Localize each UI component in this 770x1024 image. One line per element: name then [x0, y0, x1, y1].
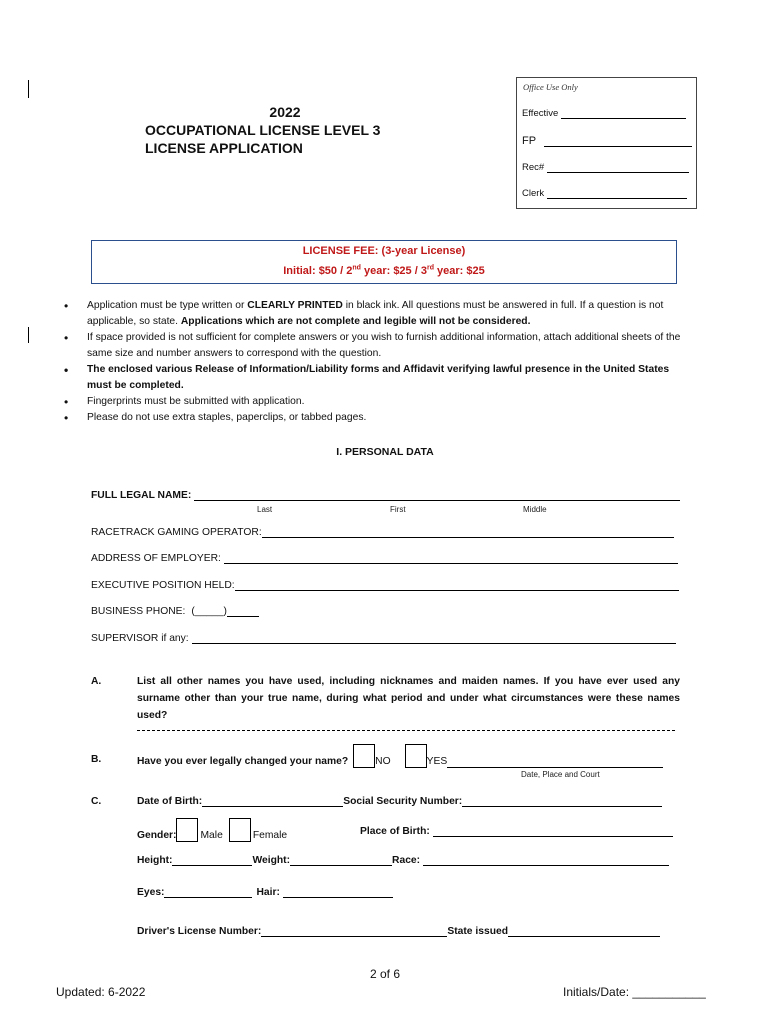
gender-row [137, 818, 287, 842]
female-checkbox[interactable] [229, 818, 251, 842]
dob-label: Date of Birth: [137, 796, 203, 807]
question-a-letter: A. [91, 676, 102, 687]
full-name-row [91, 489, 680, 501]
executive-field[interactable] [235, 579, 679, 591]
title-line-1: OCCUPATIONAL LICENSE LEVEL 3 [145, 122, 381, 138]
executive-label: EXECUTIVE POSITION HELD: [91, 580, 235, 591]
gender-label: Gender: [137, 830, 177, 841]
instruction-item: • Please do not use extra staples, paperclips, or tabbed pages. [64, 410, 694, 426]
executive-row [91, 579, 679, 591]
effective-label: Effective [522, 108, 559, 119]
supervisor-label: SUPERVISOR if any: [91, 633, 189, 644]
phone-field[interactable] [227, 605, 259, 617]
clerk-field[interactable] [547, 189, 687, 199]
instruction-item: • Fingerprints must be submitted with application. [64, 394, 694, 410]
racetrack-field[interactable] [262, 526, 674, 538]
office-use-box [516, 77, 697, 209]
pob-row [360, 825, 673, 837]
female-label: Female [252, 830, 288, 841]
dl-field[interactable] [261, 925, 447, 937]
dob-ssn-row [137, 795, 662, 807]
instruction-item: • Application must be type written or CLEARLY PRINTED in black ink. All questions must be answered in full. If a question is not applicable, so state. Applications which are not complete and legible will not be considered. [64, 298, 694, 330]
hair-field[interactable] [283, 886, 393, 898]
male-checkbox[interactable] [176, 818, 198, 842]
weight-label: Weight: [252, 855, 291, 866]
fee-heading: LICENSE FEE: (3-year License) [302, 245, 466, 257]
fp-field[interactable] [544, 137, 692, 147]
initials-date: Initials/Date: ___________ [563, 985, 706, 999]
effective-row [522, 108, 686, 119]
race-field[interactable] [423, 854, 669, 866]
question-c-letter: C. [91, 796, 102, 807]
rec-row [522, 162, 689, 173]
state-label: State issued [447, 926, 509, 937]
eyes-label: Eyes: [137, 887, 165, 898]
phone-row [91, 605, 259, 617]
question-b-text: Have you ever legally changed your name? [137, 756, 349, 767]
state-field[interactable] [508, 925, 660, 937]
instructions-list [64, 298, 694, 426]
height-field[interactable] [172, 854, 252, 866]
height-weight-race-row [137, 854, 669, 866]
rec-label: Rec# [522, 162, 545, 173]
fp-label: FP [522, 135, 537, 147]
eyes-hair-row [137, 886, 393, 898]
question-b-letter: B. [91, 754, 102, 765]
name-change-details-field[interactable] [447, 756, 663, 768]
dob-field[interactable] [202, 795, 343, 807]
page-number: 2 of 6 [369, 967, 401, 981]
address-field[interactable] [224, 552, 678, 564]
ssn-label: Social Security Number: [343, 796, 463, 807]
title-line-2: LICENSE APPLICATION [145, 140, 303, 156]
middle-sublabel: Middle [523, 505, 547, 514]
effective-field[interactable] [561, 109, 686, 119]
address-label: ADDRESS OF EMPLOYER: [91, 553, 221, 564]
hair-label: Hair: [256, 887, 280, 898]
pob-label: Place of Birth: [360, 826, 430, 837]
racetrack-row [91, 526, 674, 538]
no-label: NO [375, 756, 391, 767]
full-name-label: FULL LEGAL NAME: [91, 490, 192, 501]
clerk-row [522, 188, 687, 199]
rec-field[interactable] [547, 163, 689, 173]
first-sublabel: First [390, 505, 406, 514]
date-place-court-sublabel: Date, Place and Court [521, 770, 600, 779]
license-fee-box [91, 240, 677, 284]
instruction-item: • The enclosed various Release of Information/Liability forms and Affidavit verifying lawful presence in the United States must be completed. [64, 362, 694, 394]
form-title [145, 103, 435, 157]
clerk-label: Clerk [522, 188, 545, 199]
supervisor-row [91, 632, 676, 644]
fee-amounts: Initial: $50 / 2nd year: $25 / 3rd year: $25 [283, 264, 485, 277]
drivers-license-row [137, 925, 660, 937]
question-a-answer-line[interactable] [137, 730, 675, 731]
ssn-field[interactable] [462, 795, 662, 807]
male-label: Male [200, 830, 223, 841]
question-b-row [137, 744, 663, 768]
yes-checkbox[interactable] [405, 744, 427, 768]
instruction-item: • If space provided is not sufficient for complete answers or you wish to furnish additional information, attach additional sheets of the same size and number answers to correspond with the question. [64, 330, 694, 362]
full-name-field[interactable] [194, 489, 680, 501]
title-year: 2022 [269, 104, 301, 120]
dl-label: Driver's License Number: [137, 926, 262, 937]
phone-area-code[interactable]: (_____) [191, 606, 227, 617]
eyes-field[interactable] [164, 886, 252, 898]
pob-field[interactable] [433, 825, 673, 837]
updated-date: Updated: 6-2022 [56, 985, 146, 999]
race-label: Race: [392, 855, 421, 866]
section-heading: I. PERSONAL DATA [336, 446, 434, 458]
revision-bar [28, 327, 29, 343]
last-sublabel: Last [257, 505, 273, 514]
revision-bar [28, 80, 29, 98]
weight-field[interactable] [290, 854, 392, 866]
no-checkbox[interactable] [353, 744, 375, 768]
supervisor-field[interactable] [192, 632, 676, 644]
yes-label: YES [426, 756, 448, 767]
racetrack-label: RACETRACK GAMING OPERATOR: [91, 527, 262, 538]
phone-label: BUSINESS PHONE: [91, 606, 186, 617]
fp-row [522, 135, 692, 147]
office-use-heading: Office Use Only [523, 82, 578, 92]
address-row [91, 552, 678, 564]
height-label: Height: [137, 855, 173, 866]
question-a-text: List all other names you have used, including nicknames and maiden names. If you have ever used any surname other than your true name, during what period and under what circumstances were these names used? [137, 676, 680, 721]
